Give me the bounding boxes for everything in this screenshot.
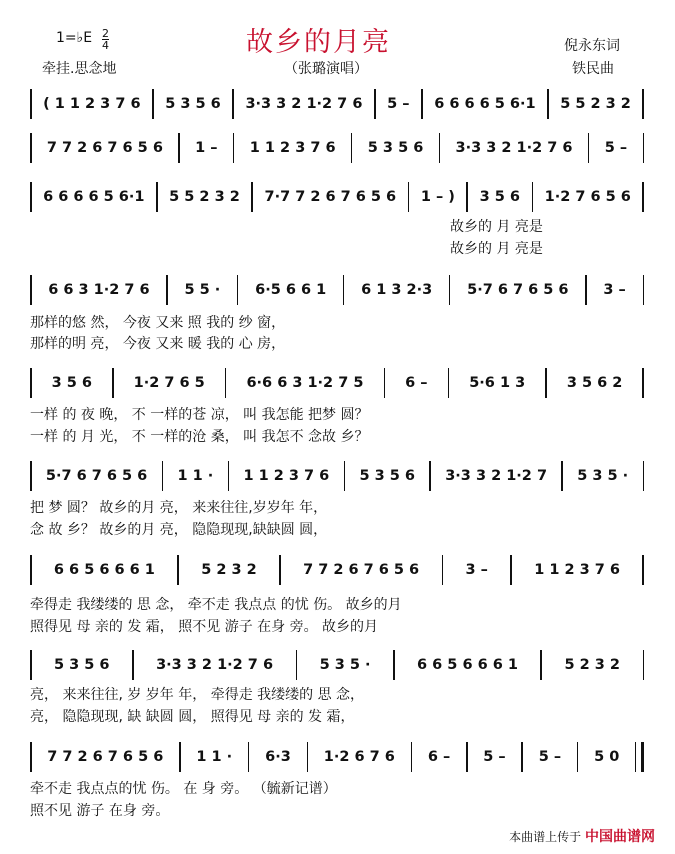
- barline: [642, 368, 644, 398]
- time-signature-numerator: 2: [102, 27, 109, 40]
- measure: 3 5 6 2: [566, 375, 623, 391]
- barline: [643, 650, 645, 680]
- notation-row-6: [30, 461, 644, 491]
- measure: 1 –: [195, 140, 218, 156]
- measure: 3 –: [465, 562, 488, 578]
- measure: 5 5 2 3 2: [169, 189, 240, 205]
- measure: 5 3 5 6: [165, 96, 221, 112]
- notation-row-7: [30, 555, 644, 585]
- measure: 1 1 2 3 7 6: [243, 468, 330, 484]
- measure: 5·7 6 7 6 5 6: [45, 468, 148, 484]
- lyric-line: 故乡的 月 亮是: [450, 219, 543, 235]
- barline: [642, 182, 644, 212]
- measure: 1·2 7 6 5 6: [544, 189, 631, 205]
- measure: 5 2 3 2: [564, 657, 620, 673]
- measure: 5 3 5 ·: [319, 657, 371, 673]
- barline: [643, 275, 645, 305]
- measure: 5 –: [387, 96, 410, 112]
- measure: ( 1 1 2 3 7 6: [43, 96, 141, 112]
- measure: 5 3 5 6: [359, 468, 415, 484]
- notation-row-5: [30, 368, 644, 398]
- lyricist-credit: 倪永东词: [564, 38, 620, 54]
- lyric-line: 一样 的 月 光， 不 一样的沧 桑， 叫 我怎不 念故 乡？: [30, 429, 369, 445]
- measure: 6 6 5 6 6 6 1: [417, 657, 518, 673]
- measure: 5 3 5 ·: [577, 468, 629, 484]
- measure: 5 0: [594, 749, 620, 765]
- barline: [642, 555, 644, 585]
- measure: 3 5 6: [51, 375, 92, 391]
- lyric-line: 亮， 来来往往, 岁 岁年 年， 牵得走 我缕缕的 思 念，: [30, 687, 365, 703]
- lyric-line: 亮， 隐隐现现, 缺 缺圆 圆， 照得见 母 亲的 发 霜，: [30, 709, 355, 725]
- measure: 6 6 5 6 6 6 1: [53, 562, 155, 578]
- lyric-line: 照得见 母 亲的 发 霜， 照不见 游子 在身 旁。 故乡的月: [30, 619, 379, 635]
- barline: [643, 133, 645, 163]
- lyric-line: 牵得走 我缕缕的 思 念， 牵不走 我点点 的忧 伤。 故乡的月: [30, 597, 402, 613]
- measure: 6 6 3 1·2 7 6: [48, 282, 150, 298]
- measure: 5 2 3 2: [201, 562, 257, 578]
- measure: 7·7 7 2 6 7 6 5 6: [264, 189, 397, 205]
- measure: 6·6 6 3 1·2 7 5: [246, 375, 364, 391]
- measure: 7 7 2 6 7 6 5 6: [46, 140, 163, 156]
- measure: 1 – ): [420, 189, 455, 205]
- measure: 1·2 6 7 6: [323, 749, 395, 765]
- measure: 3·3 3 2 1·2 7 6: [245, 96, 363, 112]
- lyric-line: 牵不走 我点点的忧 伤。 在 身 旁。 （毓新记谱）: [30, 781, 337, 797]
- measure: 5 –: [604, 140, 628, 156]
- lyric-line: 那样的悠 然， 今夜 又来 照 我的 纱 窗，: [30, 315, 286, 331]
- measure: 3 –: [603, 282, 626, 298]
- measure: 6 –: [405, 375, 428, 391]
- measure: 6 –: [427, 749, 451, 765]
- key-signature: 1=♭E: [56, 30, 93, 46]
- notation-row-1: [30, 89, 644, 119]
- singer-credit: （张璐演唱）: [284, 61, 368, 77]
- barline: [642, 89, 644, 119]
- measure: 6 6 6 6 5 6·1: [434, 96, 536, 112]
- measure: 5 –: [483, 749, 506, 765]
- measure: 6·3: [265, 749, 291, 765]
- measure: 3·3 3 2 1·2 7 6: [455, 140, 573, 156]
- upload-note: 本曲谱上传于: [509, 830, 582, 844]
- barline: [643, 461, 645, 491]
- measure: 1 1 ·: [196, 749, 233, 765]
- measure: 1 1 2 3 7 6: [534, 562, 621, 578]
- measure: 5 5 2 3 2: [560, 96, 631, 112]
- measure: 3·3 3 2 1·2 7 6: [156, 657, 274, 673]
- final-barline: [635, 742, 644, 772]
- measure: 6·5 6 6 1: [255, 282, 327, 298]
- measure: 7 7 2 6 7 6 5 6: [303, 562, 420, 578]
- notation-row-2: [30, 133, 644, 163]
- lyric-line: 一样 的 夜 晚， 不 一样的苍 凉， 叫 我怎能 把梦 圆？: [30, 407, 369, 423]
- performance-style: 牵挂.思念地: [42, 61, 117, 77]
- measure: 5·7 6 7 6 5 6: [467, 282, 569, 298]
- measure: 3 5 6: [479, 189, 520, 205]
- lyric-line: 把 梦 圆？ 故乡的月 亮， 来来往往,岁岁年 年，: [30, 500, 328, 516]
- measure: 3·3 3 2 1·2 7: [445, 468, 548, 484]
- lyric-line: 念 故 乡？ 故乡的月 亮， 隐隐现现,缺缺圆 圆，: [30, 522, 328, 538]
- measure: 1 1 ·: [177, 468, 214, 484]
- lyric-line: 故乡的 月 亮是: [450, 241, 543, 257]
- composer-credit: 铁民曲: [572, 61, 614, 77]
- lyric-line: 那样的明 亮， 今夜 又来 暖 我的 心 房，: [30, 336, 286, 352]
- site-logo[interactable]: 中国曲谱网: [585, 829, 655, 845]
- measure: 6 6 6 6 5 6·1: [43, 189, 145, 205]
- measure: 1 1 2 3 7 6: [249, 140, 336, 156]
- time-signature: [102, 28, 109, 51]
- measure: 5 3 5 6: [367, 140, 424, 156]
- upload-footer: [509, 826, 655, 846]
- measure: 5 5 ·: [184, 282, 221, 298]
- notation-row-9: [30, 742, 644, 772]
- measure: 7 7 2 6 7 6 5 6: [47, 749, 164, 765]
- measure: 5 –: [538, 749, 562, 765]
- song-title: 故乡的月亮: [246, 27, 391, 58]
- measure: 1·2 7 6 5: [133, 375, 205, 391]
- notation-row-4: [30, 275, 644, 305]
- notation-row-8: [30, 650, 644, 680]
- measure: 5 3 5 6: [54, 657, 110, 673]
- notation-row-3: [30, 182, 644, 212]
- time-signature-denominator: 4: [102, 39, 109, 52]
- lyric-line: 照不见 游子 在身 旁。: [30, 803, 170, 819]
- measure: 5·6 1 3: [469, 375, 526, 391]
- measure: 6 1 3 2·3: [361, 282, 433, 298]
